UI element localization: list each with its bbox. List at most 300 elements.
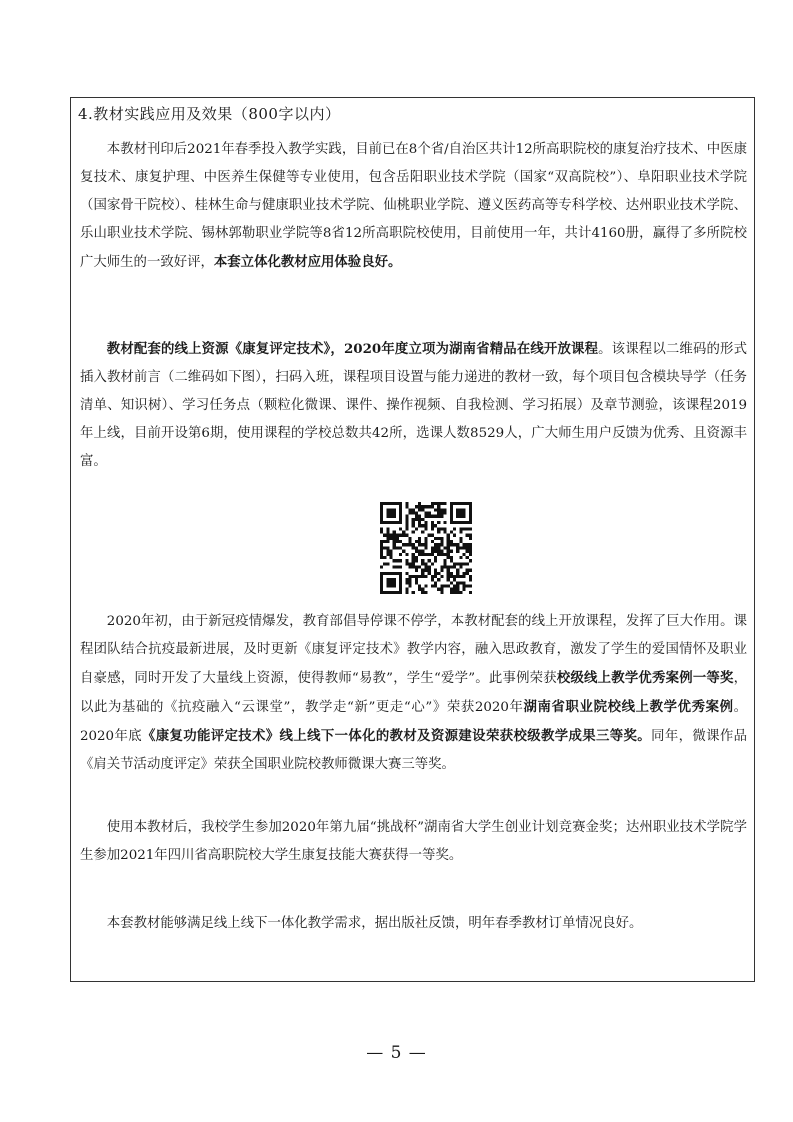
qr-module [440,502,443,505]
qr-module [405,524,408,527]
paragraph-text: 同年，微课作品《肩关节活动度评定》荣获全国职业院校教师微课大赛三等奖。 [80,729,748,772]
qr-module [466,556,469,559]
qr-module [434,575,437,578]
qr-module [424,562,427,565]
qr-module [383,546,386,549]
section-heading: 4.教材实践应用及效果（800字以内） [78,105,341,123]
qr-module [443,584,446,587]
qr-module [380,584,383,587]
qr-module [405,505,408,508]
qr-module [456,591,459,594]
qr-module [431,505,434,508]
qr-module [421,569,424,572]
qr-module [399,512,402,515]
qr-module [390,550,393,553]
qr-module [450,502,453,505]
qr-module [380,575,383,578]
qr-module [424,575,427,578]
qr-module [450,559,453,562]
qr-module [380,505,383,508]
qr-module [418,537,421,540]
qr-module [393,578,396,581]
qr-module [469,521,472,524]
qr-module [434,550,437,553]
qr-module [386,531,389,534]
qr-module [469,512,472,515]
qr-module [405,588,408,591]
qr-module [440,569,443,572]
qr-module [450,572,453,575]
qr-module [428,572,431,575]
qr-module [380,556,383,559]
qr-module [428,534,431,537]
qr-module [431,575,434,578]
qr-module [456,569,459,572]
qr-module [450,521,453,524]
qr-module [453,578,456,581]
qr-module [412,575,415,578]
qr-module [424,565,427,568]
qr-module [399,502,402,505]
qr-module [424,584,427,587]
qr-module [405,527,408,530]
paragraph-emphasis: 校级线上教学优秀案例一等奖 [556,670,734,686]
qr-module [421,543,424,546]
qr-module [443,502,446,505]
qr-module [469,508,472,511]
qr-module [412,559,415,562]
qr-module [450,565,453,568]
qr-module [459,591,462,594]
qr-module [415,540,418,543]
qr-module [453,521,456,524]
qr-module [453,534,456,537]
qr-module [459,540,462,543]
qr-module [466,550,469,553]
qr-module [421,524,424,527]
qr-module [459,581,462,584]
qr-module [469,578,472,581]
qr-module [453,502,456,505]
qr-module [462,508,465,511]
qr-module [380,531,383,534]
qr-module [431,515,434,518]
qr-module [412,531,415,534]
qr-module [428,559,431,562]
qr-module [459,546,462,549]
qr-module [459,502,462,505]
qr-module [450,508,453,511]
qr-module [462,581,465,584]
qr-module [453,527,456,530]
qr-module [437,515,440,518]
qr-module [447,584,450,587]
qr-module [443,546,446,549]
qr-module [462,546,465,549]
qr-module [402,531,405,534]
qr-module [405,572,408,575]
qr-module [380,518,383,521]
qr-module [424,540,427,543]
qr-module [437,521,440,524]
qr-module [386,562,389,565]
qr-module [405,515,408,518]
qr-module [456,515,459,518]
qr-module [418,575,421,578]
qr-module [440,588,443,591]
qr-module [456,502,459,505]
qr-module [390,521,393,524]
qr-module [437,572,440,575]
qr-module [424,537,427,540]
paragraph-text: 使用本教材后，我校学生参加2020年第九届“挑战杯”湖南省大学生创业计划竞赛金奖；达州职业技术学院学生参加2021年四川省高职院校大学生康复技能大赛获得一等奖。 [80,820,747,863]
qr-module [380,512,383,515]
qr-module [431,562,434,565]
qr-module [390,591,393,594]
qr-module [466,569,469,572]
qr-module [386,521,389,524]
qr-module [393,559,396,562]
qr-module [393,502,396,505]
qr-module [447,550,450,553]
qr-module [390,553,393,556]
qr-module [469,591,472,594]
qr-module [380,550,383,553]
qr-module [456,546,459,549]
qr-module [462,553,465,556]
qr-module [418,508,421,511]
qr-module [415,512,418,515]
qr-module [450,531,453,534]
qr-module [396,502,399,505]
paragraph-text: ，以此为基础的《抗疫融入“云课堂”，教学走“新”更走“心”》荣获2020年 [80,671,747,715]
qr-module [383,591,386,594]
qr-module [393,508,396,511]
qr-module [431,546,434,549]
qr-module [443,527,446,530]
qr-module [456,584,459,587]
qr-module [421,518,424,521]
qr-module [434,515,437,518]
qr-module [390,578,393,581]
qr-module [459,565,462,568]
qr-module [418,543,421,546]
qr-module [469,569,472,572]
qr-module [456,572,459,575]
qr-module [440,550,443,553]
qr-module [469,553,472,556]
qr-module [380,588,383,591]
qr-module [437,508,440,511]
qr-module [393,512,396,515]
qr-module [469,546,472,549]
qr-module [409,562,412,565]
qr-module [447,540,450,543]
qr-module [380,578,383,581]
paragraph-summary [80,910,747,938]
qr-module [399,521,402,524]
qr-module [437,512,440,515]
qr-module [405,559,408,562]
qr-module [431,584,434,587]
qr-module [453,588,456,591]
qr-module [380,565,383,568]
qr-module [447,534,450,537]
qr-module [424,553,427,556]
qr-module [443,508,446,511]
qr-module [469,527,472,530]
qr-module [440,543,443,546]
paragraph-emphasis: 本套立体化教材应用体验良好。 [213,254,402,270]
qr-module [440,591,443,594]
qr-module [393,515,396,518]
qr-module [431,553,434,556]
qr-module [418,565,421,568]
qr-module [421,550,424,553]
qr-module [380,527,383,530]
qr-module [412,508,415,511]
qr-module [459,508,462,511]
qr-module [453,543,456,546]
qr-module [469,537,472,540]
qr-module [434,572,437,575]
qr-module [450,550,453,553]
qr-module [399,581,402,584]
qr-module [440,537,443,540]
qr-module [447,553,450,556]
qr-module [393,584,396,587]
qr-module [462,588,465,591]
qr-module [393,543,396,546]
qr-module [409,565,412,568]
qr-module [424,524,427,527]
qr-module [386,512,389,515]
qr-module [462,543,465,546]
qr-module [409,575,412,578]
qr-module [466,572,469,575]
qr-module [399,518,402,521]
qr-module [393,565,396,568]
qr-module [466,521,469,524]
qr-module [412,518,415,521]
qr-module [437,543,440,546]
qr-module [459,556,462,559]
paragraph-online-course [80,335,747,476]
qr-module [415,581,418,584]
qr-module [418,502,421,505]
qr-module [437,546,440,549]
qr-module [456,521,459,524]
qr-module [380,521,383,524]
qr-module [469,534,472,537]
qr-module [469,505,472,508]
qr-module [421,575,424,578]
qr-module [415,546,418,549]
qr-module [412,512,415,515]
qr-module [434,524,437,527]
qr-module [440,515,443,518]
qr-module [412,546,415,549]
qr-module [447,572,450,575]
qr-module [462,575,465,578]
qr-module [399,559,402,562]
qr-module [415,527,418,530]
qr-module [386,546,389,549]
qr-module [380,515,383,518]
qr-module [409,508,412,511]
qr-module [396,591,399,594]
qr-module [399,515,402,518]
qr-module [399,540,402,543]
qr-module [409,581,412,584]
qr-module [456,575,459,578]
paragraph-emphasis: 《康复功能评定技术》线上线下一体化的教材及资源建设荣获校级教学成果三等奖。 [141,728,652,744]
qr-module [462,512,465,515]
qr-module [399,553,402,556]
qr-module [450,588,453,591]
qr-module [421,559,424,562]
qr-module [418,553,421,556]
qr-module [447,575,450,578]
qr-module [453,565,456,568]
qr-module [459,531,462,534]
qr-module [412,553,415,556]
qr-module [415,556,418,559]
qr-module [386,591,389,594]
qr-module [437,527,440,530]
qr-module [380,508,383,511]
qr-module [424,546,427,549]
qr-module [434,508,437,511]
qr-module [434,581,437,584]
qr-module [390,537,393,540]
qr-module [437,502,440,505]
qr-module [396,572,399,575]
qr-module [443,531,446,534]
qr-module [412,565,415,568]
qr-module [390,508,393,511]
qr-module [434,559,437,562]
qr-module [421,531,424,534]
qr-module [390,572,393,575]
qr-module [390,556,393,559]
qr-module [437,588,440,591]
paragraph-student-awards [80,814,747,870]
qr-module [434,569,437,572]
qr-module [459,512,462,515]
qr-module [409,543,412,546]
qr-module [418,550,421,553]
qr-module [415,515,418,518]
qr-module [469,559,472,562]
qr-module [447,565,450,568]
qr-module [440,527,443,530]
paragraph-text: 2020年初，由于新冠疫情爆发，教育部倡导停课不停学，本教材配套的线上开放课程，发挥了巨大作用。课程团队结合抗疫最新进展，及时更新《康复评定技术》教学内容，融入思政教育，激发了学生的爱国情怀及职业自豪感，同时开发了大量线上资源，使得教师“易教”，学生“爱学”。此事例荣获 [80,614,747,686]
qr-module [424,505,427,508]
qr-module [390,584,393,587]
qr-module [412,556,415,559]
qr-module [386,550,389,553]
qr-module [443,512,446,515]
qr-module [399,546,402,549]
qr-module [393,581,396,584]
qr-module [447,537,450,540]
qr-module [466,527,469,530]
qr-module [466,543,469,546]
qr-module [386,502,389,505]
qr-module [399,572,402,575]
qr-module [459,575,462,578]
qr-module [469,575,472,578]
paragraph-text: 本套教材能够满足线上线下一体化教学需求，据出版社反馈，明年春季教材订单情况良好。 [106,916,643,931]
qr-module [380,581,383,584]
qr-module [459,527,462,530]
qr-module [440,584,443,587]
qr-module [428,565,431,568]
qr-module [402,550,405,553]
qr-module [447,569,450,572]
qr-module [418,521,421,524]
qr-module [412,521,415,524]
qr-module [428,515,431,518]
qr-module [421,588,424,591]
qr-module [386,578,389,581]
paragraph-emphasis: 教材配套的线上资源《康复评定技术》，2020年度立项为湖南省精品在线开放课程 [106,341,599,357]
qr-module [469,518,472,521]
qr-module [393,537,396,540]
qr-module [424,512,427,515]
qr-module [390,581,393,584]
qr-module [456,512,459,515]
qr-module [421,591,424,594]
qr-module [462,562,465,565]
qr-module [418,588,421,591]
paragraph-pandemic-teaching [80,608,747,779]
qr-module [466,502,469,505]
qr-module [450,505,453,508]
qr-module [459,521,462,524]
qr-module [380,543,383,546]
qr-module [431,550,434,553]
qr-module [440,512,443,515]
qr-module [469,515,472,518]
qr-module [437,537,440,540]
qr-module [437,578,440,581]
qr-module [386,572,389,575]
qr-module [405,581,408,584]
qr-module [415,559,418,562]
qr-module [399,505,402,508]
qr-module [405,502,408,505]
qr-module [386,508,389,511]
qr-module [399,565,402,568]
qr-module [393,534,396,537]
qr-module [396,540,399,543]
paragraph-text: 。2020年底 [80,700,747,744]
qr-module [386,581,389,584]
qr-module [409,537,412,540]
qr-module [447,578,450,581]
qr-module [434,502,437,505]
qr-module [386,553,389,556]
qr-module [412,591,415,594]
qr-module [469,584,472,587]
qr-module [450,518,453,521]
qr-module [383,562,386,565]
qr-module [424,515,427,518]
qr-module [386,537,389,540]
qr-code-icon[interactable] [380,502,472,594]
